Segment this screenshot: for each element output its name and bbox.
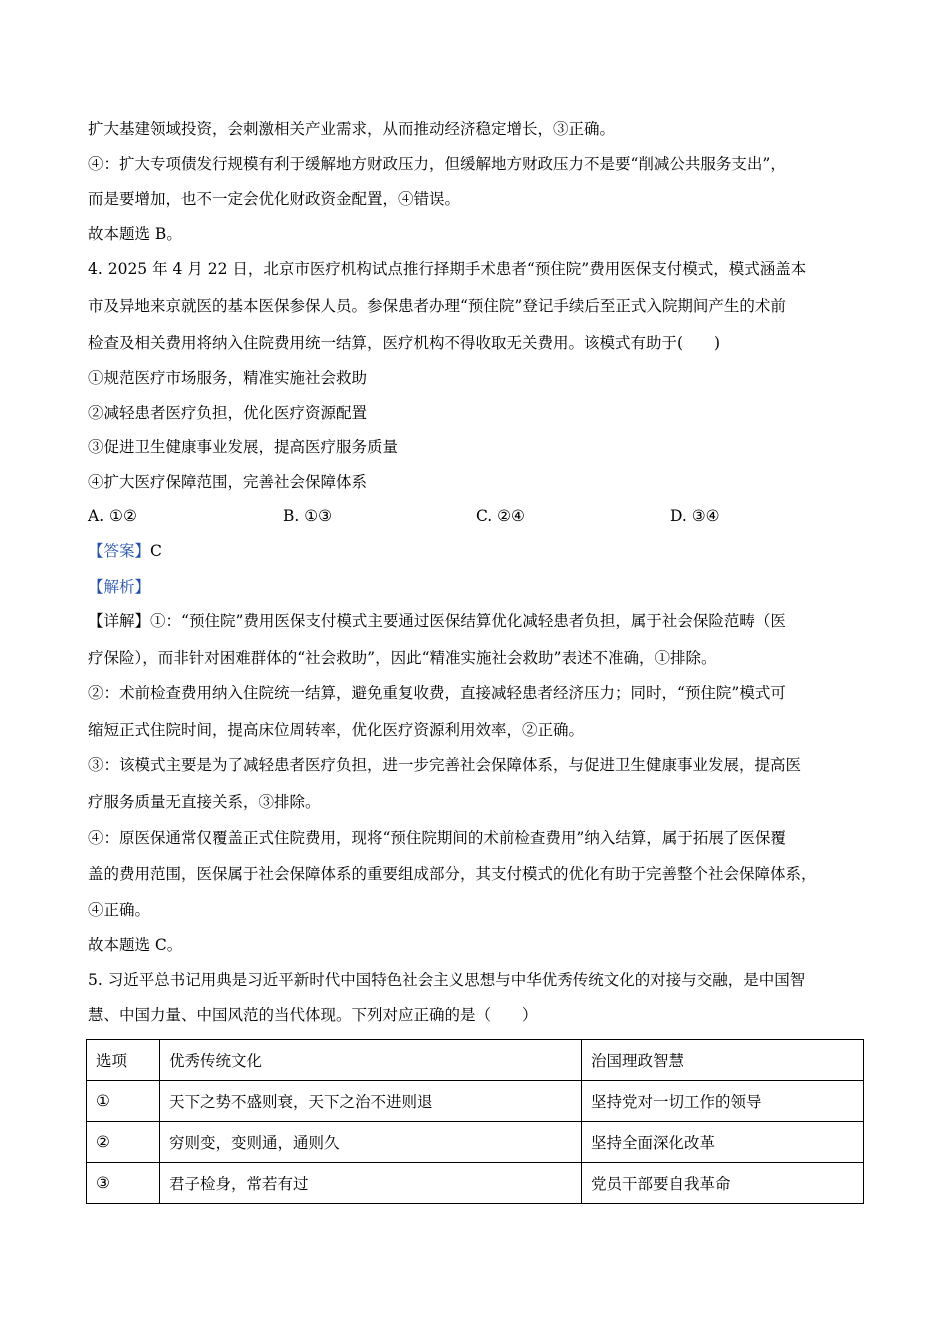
detail-line: ②：术前检查费用纳入住院统一结算，避免重复收费，直接减轻患者经济压力；同时，“预住院”模式可 (88, 684, 786, 702)
table-header-cell: 治国理政智慧 (582, 1040, 864, 1081)
table-header-cell: 选项 (87, 1040, 160, 1081)
detail-text: ①：“预住院”费用医保支付模式主要通过医保结算优化减轻患者负担，属于社会保险范畴（医 (150, 612, 786, 630)
choice-d: D. ③④ (670, 507, 720, 525)
table-cell: ① (87, 1081, 160, 1122)
table-cell: ② (87, 1122, 160, 1163)
paragraph-line: 扩大基建领域投资，会刺激相关产业需求，从而推动经济稳定增长，③正确。 (88, 120, 616, 138)
paragraph-line: 而是要增加，也不一定会优化财政资金配置，④错误。 (88, 190, 461, 208)
table-cell: 党员干部要自我革命 (582, 1163, 864, 1204)
table-header-cell: 优秀传统文化 (160, 1040, 582, 1081)
question-4-item: ③促进卫生健康事业发展，提高医疗服务质量 (88, 438, 399, 456)
choice-c: C. ②④ (476, 507, 525, 525)
paragraph-line: 故本题选 B。 (88, 225, 182, 243)
answer-line (88, 541, 162, 561)
table-cell: 穷则变，变则通，通则久 (160, 1122, 582, 1163)
analysis-line (88, 577, 150, 597)
question-4-stem: 市及异地来京就医的基本医保参保人员。参保患者办理“预住院”登记手续后至正式入院期间产生的术前 (88, 297, 786, 315)
question-4-item: ④扩大医疗保障范围，完善社会保障体系 (88, 473, 368, 491)
paragraph-line: ④：扩大专项债发行规模有利于缓解地方财政压力，但缓解地方财政压力不是要“削减公共服务支出”， (88, 155, 786, 173)
detail-line: ③：该模式主要是为了减轻患者医疗负担，进一步完善社会保障体系，与促进卫生健康事业发展，提高医 (88, 756, 802, 774)
question-4-stem: 检查及相关费用将纳入住院费用统一结算，医疗机构不得收取无关费用。该模式有助于( ) (88, 334, 721, 352)
analysis-label: 【解析】 (88, 578, 151, 596)
table-cell: 坚持全面深化改革 (582, 1122, 864, 1163)
detail-line: 缩短正式住院时间，提高床位周转率，优化医疗资源利用效率，②正确。 (88, 721, 585, 739)
question-4-stem: 4. 2025 年 4 月 22 日，北京市医疗机构试点推行择期手术患者“预住院”费用医保支付模式，模式涵盖本 (88, 260, 807, 278)
choice-a: A. ①② (88, 507, 137, 525)
detail-line: ④：原医保通常仅覆盖正式住院费用，现将“预住院期间的术前检查费用”纳入结算，属于拓展了医保覆 (88, 829, 786, 847)
table-row (87, 1081, 864, 1122)
choice-b: B. ①③ (283, 507, 333, 525)
question-5-stem: 5. 习近平总书记用典是习近平新时代中国特色社会主义思想与中华优秀传统文化的对接与交融，是中国智 (88, 971, 806, 989)
question-5-stem: 慧、中国力量、中国风范的当代体现。下列对应正确的是（ ） (88, 1006, 538, 1024)
answer-label: 【答案】 (88, 542, 151, 560)
answer-value: C (150, 542, 162, 560)
detail-line: 疗保险），而非针对困难群体的“社会救助”，因此“精准实施社会救助”表述不准确，①排除。 (88, 649, 717, 667)
detail-line: ④正确。 (88, 901, 151, 919)
table-cell: 天下之势不盛则衰，天下之治不进则退 (160, 1081, 582, 1122)
conclusion-line: 故本题选 C。 (88, 936, 183, 954)
question-5-table (86, 1039, 864, 1204)
detail-line (88, 611, 786, 631)
table-cell: 君子检身，常若有过 (160, 1163, 582, 1204)
table-cell: ③ (87, 1163, 160, 1204)
question-4-item: ②减轻患者医疗负担，优化医疗资源配置 (88, 404, 368, 422)
detail-line: 疗服务质量无直接关系，③排除。 (88, 793, 321, 811)
detail-line: 盖的费用范围，医保属于社会保障体系的重要组成部分，其支付模式的优化有助于完善整个社会保障体系， (88, 865, 817, 883)
table-row (87, 1163, 864, 1204)
table-row (87, 1122, 864, 1163)
detail-label: 【详解】 (88, 612, 151, 630)
table-header-row (87, 1040, 864, 1081)
table-cell: 坚持党对一切工作的领导 (582, 1081, 864, 1122)
question-4-item: ①规范医疗市场服务，精准实施社会救助 (88, 369, 368, 387)
